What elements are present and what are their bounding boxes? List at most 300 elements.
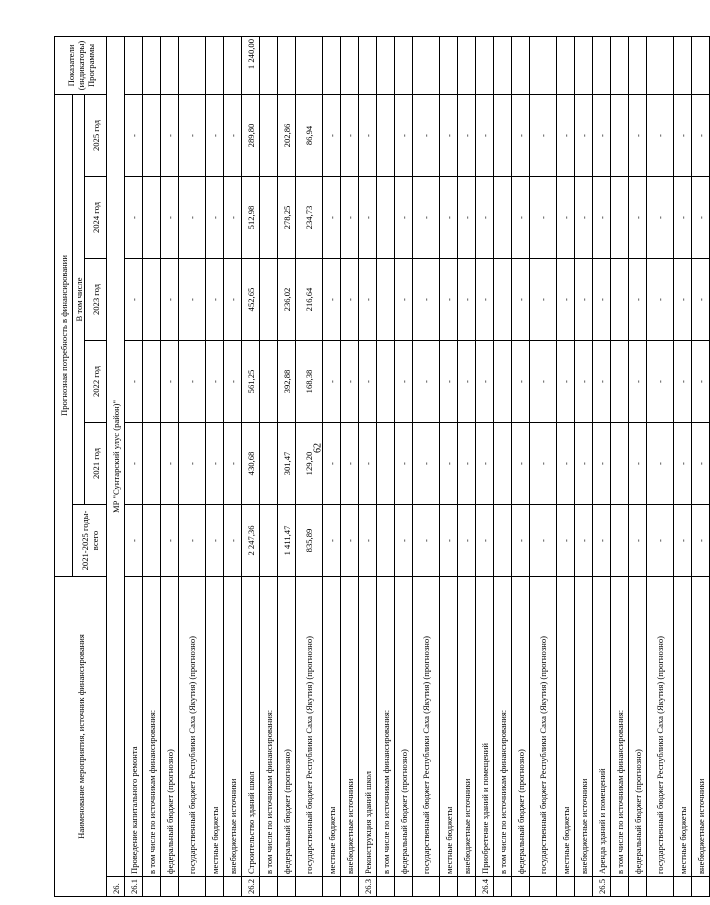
- cell-code: [296, 877, 323, 897]
- cell-y2023: -: [647, 259, 674, 341]
- cell-total: -: [323, 505, 341, 577]
- cell-y2025: -: [593, 94, 611, 176]
- table-row: [512, 36, 530, 896]
- table-header: [55, 36, 107, 896]
- financing-table: [54, 36, 710, 897]
- cell-y2025: -: [125, 94, 143, 176]
- cell-y2024: -: [323, 177, 341, 259]
- cell-y2021: 301,47: [278, 423, 296, 505]
- cell-total: -: [476, 505, 494, 577]
- cell-y2021: -: [647, 423, 674, 505]
- cell-name: государственный бюджет Республики Саха (Якутия) (прогнозно): [530, 577, 557, 877]
- cell-y2021: -: [323, 423, 341, 505]
- cell-y2022: -: [125, 341, 143, 423]
- cell-y2024: -: [557, 177, 575, 259]
- cell-code: [494, 877, 512, 897]
- cell-total: -: [575, 505, 593, 577]
- cell-y2023: -: [206, 259, 224, 341]
- cell-ind: [179, 36, 206, 94]
- cell-total: -: [413, 505, 440, 577]
- cell-code: [674, 877, 692, 897]
- table-row: [413, 36, 440, 896]
- group-code: 26.: [107, 877, 125, 897]
- cell-y2025: [611, 94, 629, 176]
- cell-y2023: -: [629, 259, 647, 341]
- cell-ind: [629, 36, 647, 94]
- cell-name: государственный бюджет Республики Саха (Якутия) (прогнозно): [413, 577, 440, 877]
- cell-y2023: -: [593, 259, 611, 341]
- table-body: [107, 36, 710, 896]
- cell-y2022: [494, 341, 512, 423]
- cell-y2024: 278,25: [278, 177, 296, 259]
- cell-y2025: 202,86: [278, 94, 296, 176]
- cell-y2021: -: [692, 423, 710, 505]
- cell-y2021: -: [224, 423, 242, 505]
- cell-name: федеральный бюджет (прогнозно): [629, 577, 647, 877]
- cell-y2025: -: [575, 94, 593, 176]
- cell-y2021: 430,68: [242, 423, 260, 505]
- cell-y2022: 392,88: [278, 341, 296, 423]
- cell-y2024: -: [647, 177, 674, 259]
- cell-y2025: -: [161, 94, 179, 176]
- cell-y2022: -: [593, 341, 611, 423]
- cell-y2024: [143, 177, 161, 259]
- cell-name: федеральный бюджет (прогнозно): [278, 577, 296, 877]
- cell-y2025: -: [359, 94, 377, 176]
- cell-ind: [512, 36, 530, 94]
- cell-y2022: [377, 341, 395, 423]
- cell-code: 26.1: [125, 877, 143, 897]
- cell-name: Аренда зданий и помещений: [593, 577, 611, 877]
- cell-code: [206, 877, 224, 897]
- cell-y2021: -: [530, 423, 557, 505]
- cell-y2024: -: [476, 177, 494, 259]
- cell-code: [278, 877, 296, 897]
- cell-y2023: -: [530, 259, 557, 341]
- cell-ind: [440, 36, 458, 94]
- cell-y2024: -: [413, 177, 440, 259]
- cell-total: -: [692, 505, 710, 577]
- header-year-2022: 2022 год: [85, 341, 107, 423]
- cell-y2021: -: [206, 423, 224, 505]
- cell-y2024: [494, 177, 512, 259]
- cell-y2021: [143, 423, 161, 505]
- cell-y2021: -: [440, 423, 458, 505]
- cell-total: -: [647, 505, 674, 577]
- cell-y2021: -: [341, 423, 359, 505]
- cell-y2025: -: [395, 94, 413, 176]
- cell-y2024: 234,73: [296, 177, 323, 259]
- cell-code: [557, 877, 575, 897]
- cell-y2022: 561,25: [242, 341, 260, 423]
- cell-name: местные бюджеты: [440, 577, 458, 877]
- cell-y2024: -: [458, 177, 476, 259]
- cell-total: [377, 505, 395, 577]
- table-row: [530, 36, 557, 896]
- cell-y2023: -: [458, 259, 476, 341]
- cell-y2022: -: [458, 341, 476, 423]
- cell-ind: [296, 36, 323, 94]
- cell-y2025: -: [674, 94, 692, 176]
- cell-y2025: -: [440, 94, 458, 176]
- cell-y2024: -: [395, 177, 413, 259]
- cell-total: -: [395, 505, 413, 577]
- cell-y2024: -: [530, 177, 557, 259]
- cell-y2022: -: [575, 341, 593, 423]
- cell-y2023: -: [674, 259, 692, 341]
- cell-y2025: -: [530, 94, 557, 176]
- cell-name: местные бюджеты: [557, 577, 575, 877]
- cell-y2022: -: [512, 341, 530, 423]
- cell-name: внебюджетные источники: [224, 577, 242, 877]
- table-row: [359, 36, 377, 896]
- cell-code: [629, 877, 647, 897]
- cell-y2021: -: [476, 423, 494, 505]
- cell-ind: [278, 36, 296, 94]
- cell-code: [224, 877, 242, 897]
- header-name: Наименование мероприятия, источник финансирования: [55, 577, 107, 897]
- cell-y2022: -: [530, 341, 557, 423]
- cell-ind: [377, 36, 395, 94]
- cell-code: 26.4: [476, 877, 494, 897]
- cell-y2024: -: [161, 177, 179, 259]
- cell-y2022: -: [161, 341, 179, 423]
- cell-total: -: [512, 505, 530, 577]
- cell-code: [413, 877, 440, 897]
- cell-y2023: -: [557, 259, 575, 341]
- table-row: [179, 36, 206, 896]
- cell-y2025: -: [323, 94, 341, 176]
- cell-y2025: -: [512, 94, 530, 176]
- cell-ind: [530, 36, 557, 94]
- table-row: [206, 36, 224, 896]
- table-row: [692, 36, 710, 896]
- cell-y2023: -: [224, 259, 242, 341]
- cell-ind: [647, 36, 674, 94]
- group-title: МР "Сунтарский улус (район)": [107, 36, 125, 876]
- table-row: [242, 36, 260, 896]
- cell-code: [341, 877, 359, 897]
- cell-y2025: -: [629, 94, 647, 176]
- cell-y2023: -: [179, 259, 206, 341]
- cell-total: -: [629, 505, 647, 577]
- cell-y2021: -: [359, 423, 377, 505]
- cell-ind: [458, 36, 476, 94]
- table-row: [224, 36, 242, 896]
- cell-y2023: -: [440, 259, 458, 341]
- cell-y2023: [611, 259, 629, 341]
- cell-code: [647, 877, 674, 897]
- cell-total: 2 247,36: [242, 505, 260, 577]
- header-indicators: Показатели (индикаторы) Программы: [55, 36, 107, 94]
- cell-y2022: -: [476, 341, 494, 423]
- cell-y2024: -: [125, 177, 143, 259]
- header-year-2023: 2023 год: [85, 259, 107, 341]
- header-incl: В том числе: [73, 94, 85, 504]
- cell-y2021: [494, 423, 512, 505]
- cell-y2025: [143, 94, 161, 176]
- cell-total: [494, 505, 512, 577]
- cell-total: -: [161, 505, 179, 577]
- cell-y2025: -: [224, 94, 242, 176]
- cell-y2022: -: [413, 341, 440, 423]
- cell-name: внебюджетные источники: [458, 577, 476, 877]
- cell-y2024: -: [179, 177, 206, 259]
- table-row: [629, 36, 647, 896]
- cell-y2021: -: [125, 423, 143, 505]
- cell-ind: [224, 36, 242, 94]
- cell-y2022: -: [557, 341, 575, 423]
- cell-ind: [206, 36, 224, 94]
- cell-total: -: [458, 505, 476, 577]
- table-row: [323, 36, 341, 896]
- cell-ind: [161, 36, 179, 94]
- cell-y2021: -: [458, 423, 476, 505]
- cell-name: государственный бюджет Республики Саха (Якутия) (прогнозно): [179, 577, 206, 877]
- cell-total: [260, 505, 278, 577]
- cell-total: [611, 505, 629, 577]
- cell-y2024: 512,98: [242, 177, 260, 259]
- cell-name: государственный бюджет Республики Саха (Якутия) (прогнозно): [296, 577, 323, 877]
- cell-code: [179, 877, 206, 897]
- cell-name: федеральный бюджет (прогнозно): [395, 577, 413, 877]
- cell-name: Приобретение зданий и помещений: [476, 577, 494, 877]
- cell-name: местные бюджеты: [674, 577, 692, 877]
- cell-name: Строительство зданий школ: [242, 577, 260, 877]
- cell-name: в том числе по источникам финансирования:: [377, 577, 395, 877]
- cell-code: [260, 877, 278, 897]
- cell-name: местные бюджеты: [206, 577, 224, 877]
- cell-code: [143, 877, 161, 897]
- cell-y2025: -: [476, 94, 494, 176]
- cell-y2023: 452,65: [242, 259, 260, 341]
- cell-y2021: -: [413, 423, 440, 505]
- cell-total: -: [530, 505, 557, 577]
- cell-code: 26.3: [359, 877, 377, 897]
- cell-y2022: -: [179, 341, 206, 423]
- cell-y2025: 86,94: [296, 94, 323, 176]
- cell-code: [395, 877, 413, 897]
- table-row: [143, 36, 161, 896]
- cell-y2025: -: [413, 94, 440, 176]
- header-year-2024: 2024 год: [85, 177, 107, 259]
- cell-name: федеральный бюджет (прогнозно): [512, 577, 530, 877]
- table-row: [377, 36, 395, 896]
- cell-y2022: -: [629, 341, 647, 423]
- cell-y2022: -: [224, 341, 242, 423]
- cell-code: [575, 877, 593, 897]
- cell-name: в том числе по источникам финансирования:: [494, 577, 512, 877]
- cell-name: Реконструкция зданий школ: [359, 577, 377, 877]
- cell-total: -: [341, 505, 359, 577]
- cell-y2023: [143, 259, 161, 341]
- cell-y2023: -: [395, 259, 413, 341]
- cell-y2023: 236,02: [278, 259, 296, 341]
- table-row: [647, 36, 674, 896]
- cell-name: федеральный бюджет (прогнозно): [161, 577, 179, 877]
- cell-y2022: [611, 341, 629, 423]
- cell-total: -: [206, 505, 224, 577]
- cell-ind: [494, 36, 512, 94]
- cell-y2024: -: [629, 177, 647, 259]
- cell-ind: [143, 36, 161, 94]
- cell-code: [377, 877, 395, 897]
- cell-y2024: -: [224, 177, 242, 259]
- cell-y2021: [611, 423, 629, 505]
- cell-y2024: -: [359, 177, 377, 259]
- cell-ind: [413, 36, 440, 94]
- cell-y2023: -: [575, 259, 593, 341]
- cell-y2023: -: [476, 259, 494, 341]
- cell-ind: [359, 36, 377, 94]
- cell-code: [440, 877, 458, 897]
- cell-ind: [557, 36, 575, 94]
- cell-total: -: [593, 505, 611, 577]
- cell-ind: [692, 36, 710, 94]
- cell-y2024: -: [341, 177, 359, 259]
- cell-y2024: -: [575, 177, 593, 259]
- cell-y2025: -: [206, 94, 224, 176]
- table-row: [278, 36, 296, 896]
- cell-y2024: [260, 177, 278, 259]
- cell-y2022: 168,38: [296, 341, 323, 423]
- cell-code: [611, 877, 629, 897]
- cell-total: [143, 505, 161, 577]
- cell-y2021: -: [179, 423, 206, 505]
- cell-total: -: [224, 505, 242, 577]
- rotated-table-container: [54, 37, 706, 897]
- page-number: 62: [312, 443, 324, 453]
- table-row: [557, 36, 575, 896]
- table-row: [260, 36, 278, 896]
- cell-y2021: -: [395, 423, 413, 505]
- cell-y2023: 216,64: [296, 259, 323, 341]
- cell-name: внебюджетные источники: [575, 577, 593, 877]
- cell-y2025: -: [341, 94, 359, 176]
- cell-code: 26.5: [593, 877, 611, 897]
- cell-ind: [323, 36, 341, 94]
- cell-ind: [260, 36, 278, 94]
- cell-y2023: -: [341, 259, 359, 341]
- cell-y2023: -: [125, 259, 143, 341]
- cell-total: -: [125, 505, 143, 577]
- cell-ind: [125, 36, 143, 94]
- cell-name: местные бюджеты: [323, 577, 341, 877]
- cell-name: в том числе по источникам финансирования:: [143, 577, 161, 877]
- cell-total: -: [557, 505, 575, 577]
- cell-code: [512, 877, 530, 897]
- table-row: [296, 36, 323, 896]
- table-row: [674, 36, 692, 896]
- cell-y2023: -: [323, 259, 341, 341]
- table-row: [458, 36, 476, 896]
- cell-y2021: 129,20: [296, 423, 323, 505]
- cell-y2021: -: [629, 423, 647, 505]
- cell-ind: [395, 36, 413, 94]
- cell-code: [458, 877, 476, 897]
- cell-y2024: -: [692, 177, 710, 259]
- table-row: [593, 36, 611, 896]
- cell-y2021: -: [674, 423, 692, 505]
- cell-y2021: -: [512, 423, 530, 505]
- cell-y2022: -: [440, 341, 458, 423]
- table-row: [395, 36, 413, 896]
- table-row: [341, 36, 359, 896]
- cell-code: [161, 877, 179, 897]
- header-forecast: Прогнозная потребность в финансировании: [55, 94, 73, 576]
- cell-y2025: -: [647, 94, 674, 176]
- cell-code: 26.2: [242, 877, 260, 897]
- cell-y2025: -: [458, 94, 476, 176]
- cell-code: [530, 877, 557, 897]
- cell-name: государственный бюджет Республики Саха (Якутия) (прогнозно): [647, 577, 674, 877]
- cell-ind: [341, 36, 359, 94]
- cell-ind: 1 240,00: [242, 36, 260, 94]
- cell-y2025: -: [179, 94, 206, 176]
- cell-y2025: -: [557, 94, 575, 176]
- cell-y2021: -: [161, 423, 179, 505]
- cell-code: [692, 877, 710, 897]
- cell-y2023: -: [161, 259, 179, 341]
- group-row: [107, 36, 125, 896]
- cell-y2025: [377, 94, 395, 176]
- cell-y2021: [377, 423, 395, 505]
- cell-name: внебюджетные источники: [341, 577, 359, 877]
- cell-y2024: -: [593, 177, 611, 259]
- cell-y2024: [377, 177, 395, 259]
- cell-name: Проведение капитального ремонта: [125, 577, 143, 877]
- cell-y2023: [494, 259, 512, 341]
- cell-y2025: -: [692, 94, 710, 176]
- cell-y2022: [143, 341, 161, 423]
- cell-y2021: -: [575, 423, 593, 505]
- cell-ind: [593, 36, 611, 94]
- cell-name: в том числе по источникам финансирования:: [260, 577, 278, 877]
- table-row: [125, 36, 143, 896]
- cell-y2023: -: [413, 259, 440, 341]
- table-row: [611, 36, 629, 896]
- table-row: [494, 36, 512, 896]
- cell-y2023: -: [692, 259, 710, 341]
- cell-y2022: -: [692, 341, 710, 423]
- cell-y2021: [260, 423, 278, 505]
- cell-total: 835,89: [296, 505, 323, 577]
- cell-ind: [611, 36, 629, 94]
- cell-y2022: [260, 341, 278, 423]
- cell-y2023: [377, 259, 395, 341]
- cell-y2024: [611, 177, 629, 259]
- cell-y2023: -: [512, 259, 530, 341]
- table-row: [476, 36, 494, 896]
- cell-y2024: -: [512, 177, 530, 259]
- cell-y2022: -: [206, 341, 224, 423]
- table-row: [161, 36, 179, 896]
- cell-name: внебюджетные источники: [692, 577, 710, 877]
- cell-y2022: -: [323, 341, 341, 423]
- cell-ind: [674, 36, 692, 94]
- header-year-2025: 2025 год: [85, 94, 107, 176]
- table-row: [575, 36, 593, 896]
- cell-total: -: [440, 505, 458, 577]
- cell-y2025: [494, 94, 512, 176]
- header-year-2021: 2021 год: [85, 423, 107, 505]
- cell-code: [323, 877, 341, 897]
- cell-y2024: -: [674, 177, 692, 259]
- cell-y2023: -: [359, 259, 377, 341]
- cell-ind: [476, 36, 494, 94]
- cell-total: 1 411,47: [278, 505, 296, 577]
- cell-total: -: [674, 505, 692, 577]
